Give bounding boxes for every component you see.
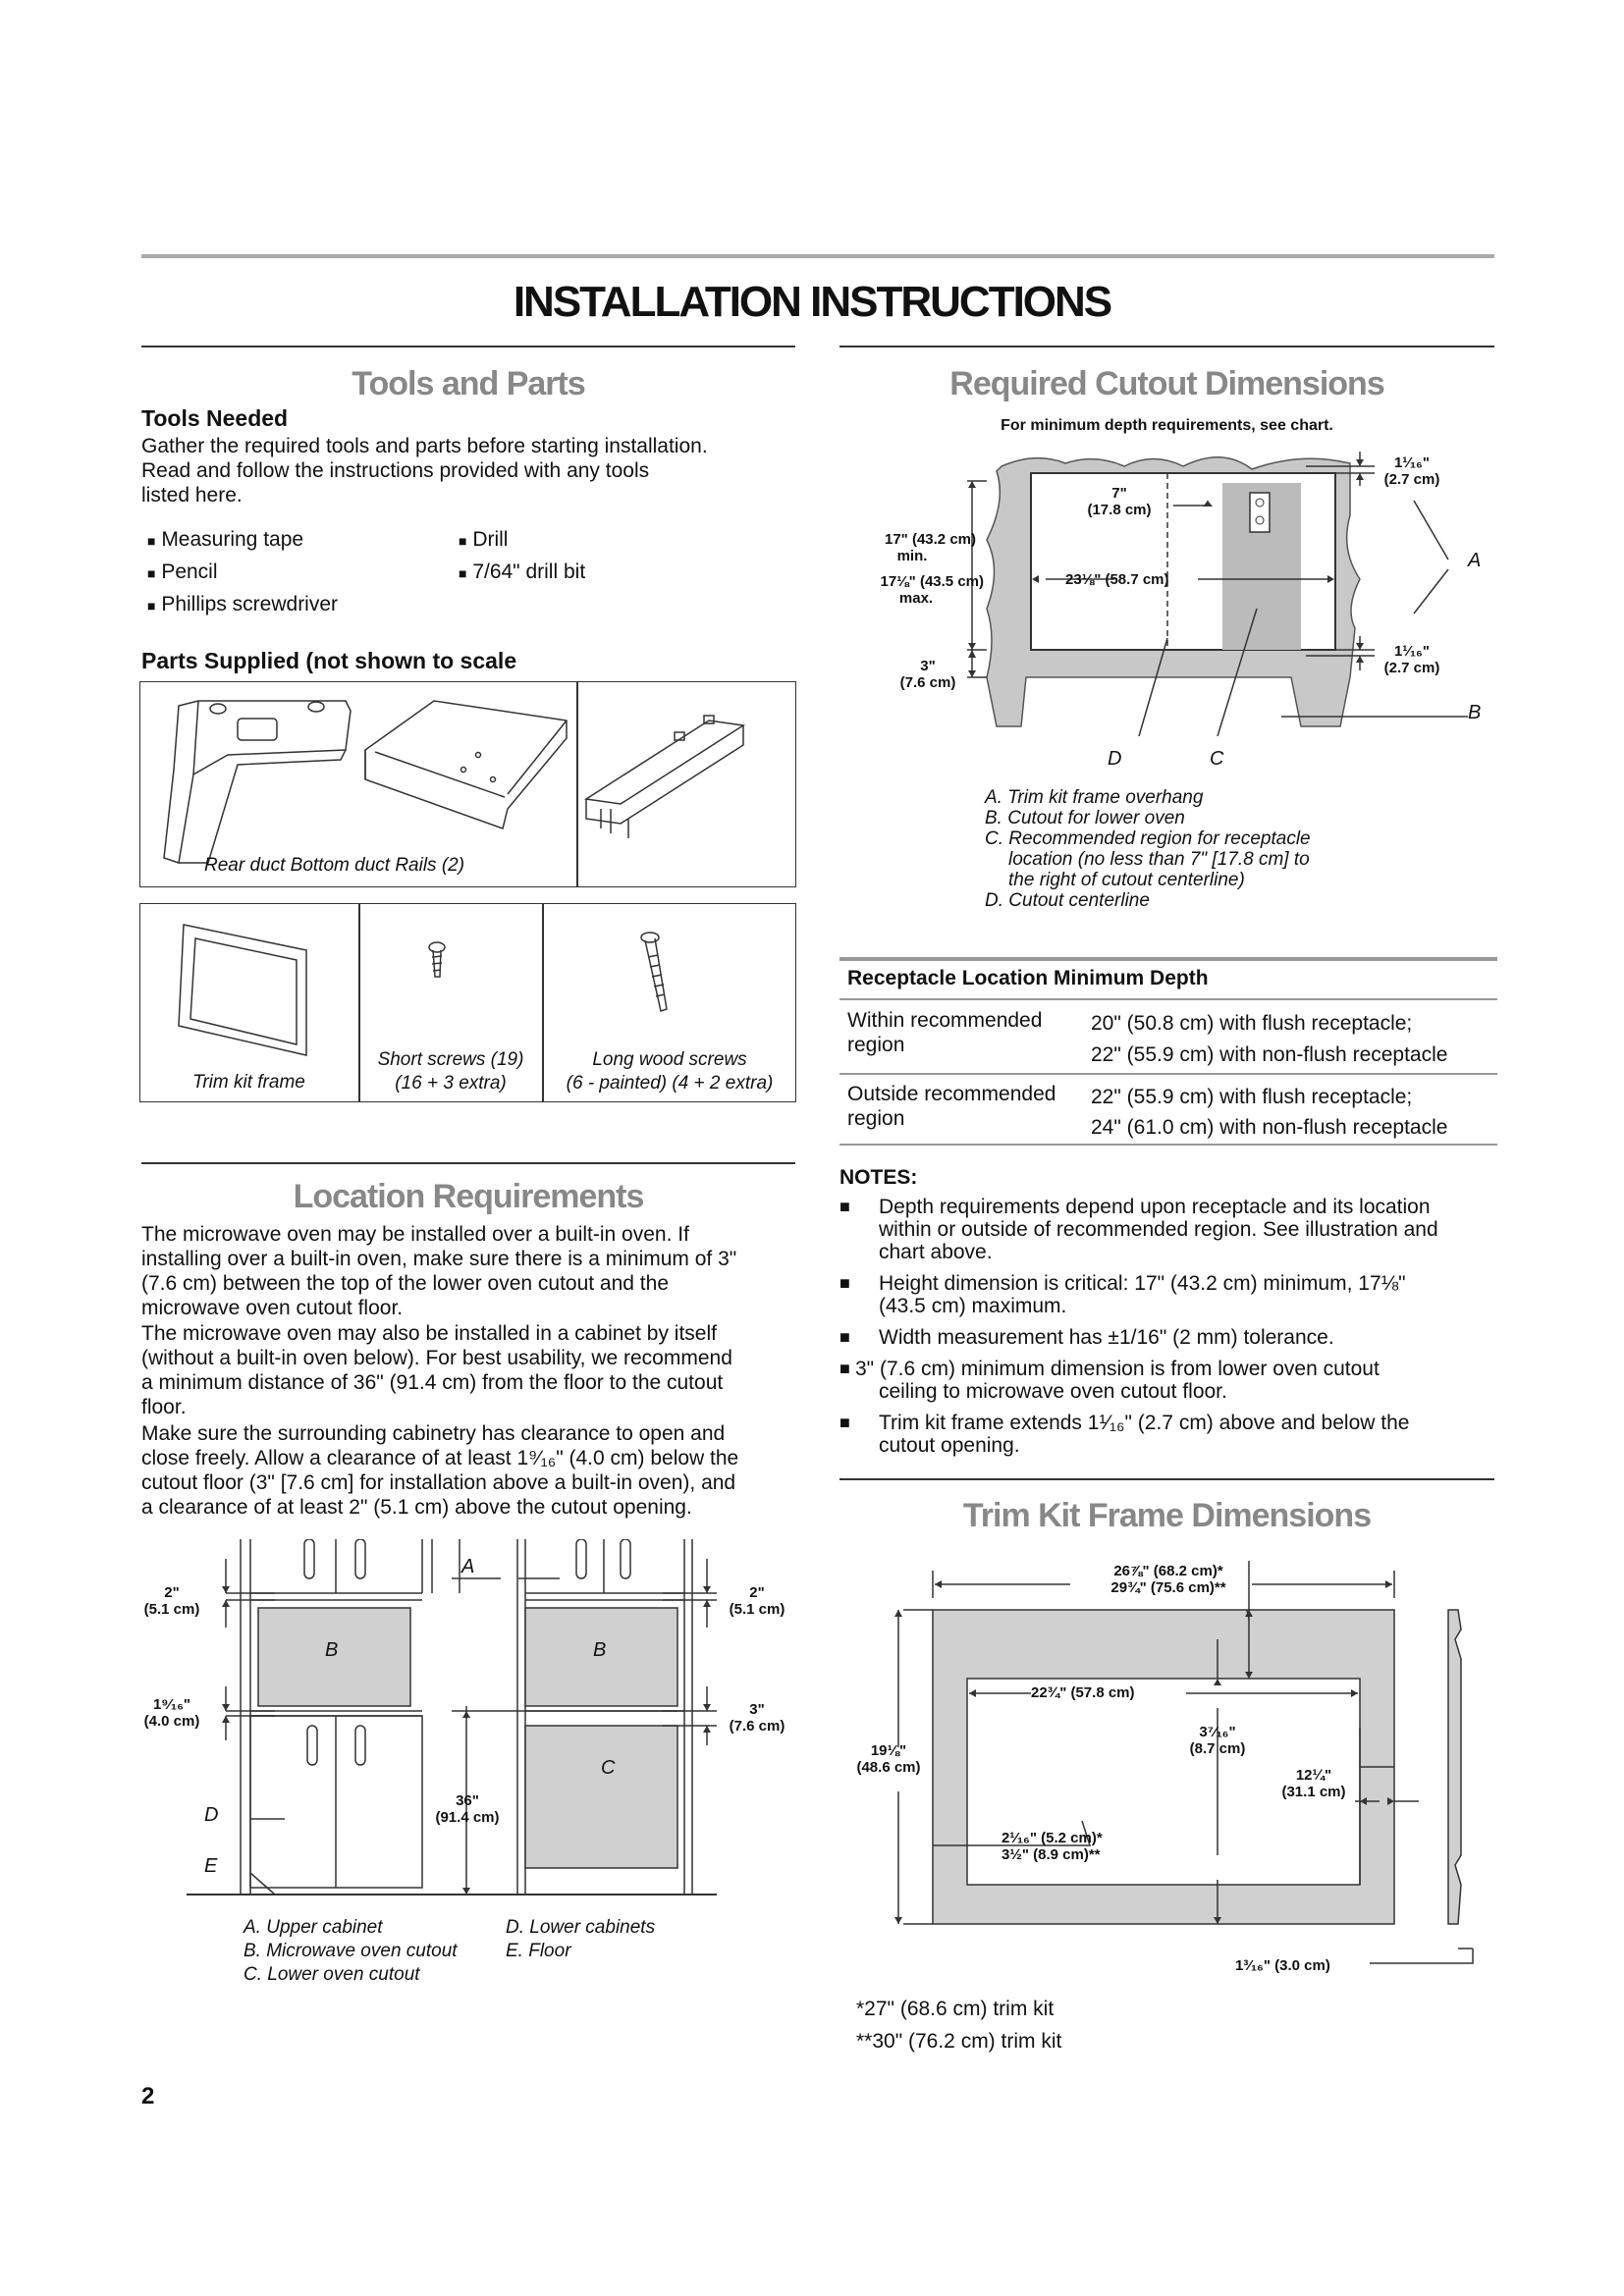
short-screws-caption: Short screws (19) (16 + 3 extra) — [377, 1049, 524, 1094]
trim-side-border: 2¹⁄₁₆" (5.2 cm)* 3½" (8.9 cm)** — [1001, 1830, 1103, 1863]
label-b-right: B — [593, 1639, 607, 1661]
location-legend-right: D. Lower cabinets E. Floor — [506, 1917, 656, 1961]
label-a: A — [461, 1556, 475, 1577]
long-screws-caption: Long wood screws (6 - painted) (4 + 2 extra) — [566, 1049, 774, 1094]
top-rule — [141, 254, 1494, 258]
location-section-rule — [141, 1162, 795, 1164]
dim-36in: 36" (91.4 cm) — [435, 1792, 500, 1826]
list-item: ■ 3" (7.6 cm) minimum dimension is from lower oven cutout ceiling to microwave oven cutout floor. — [839, 1358, 1380, 1403]
location-paragraph-3: Make sure the surrounding cabinetry has clearance to open and close freely. Allow a clearance of at least 1⁹⁄₁₆" (4.0 cm) below the cutout floor (3" [7.6 cm] for installation above a built-in oven), and a clearance of at least 2" (5.1 cm) above the cutout opening. — [141, 1422, 739, 1519]
table-row-2-values: 22" (55.9 cm) with flush receptacle; 24" (61.0 cm) with non-flush receptacle — [1091, 1086, 1448, 1139]
rear-duct-icon — [164, 701, 351, 863]
list-item: ■ Width measurement has ±1/16" (2 mm) tolerance. — [839, 1326, 1334, 1349]
top-overhang: 1¹⁄₁₆" (2.7 cm) — [1383, 454, 1440, 488]
location-diagram — [128, 1539, 795, 1922]
trim-section-rule — [839, 1478, 1494, 1480]
notes-list — [839, 1196, 1497, 1457]
list-item: ■ Drill — [459, 528, 509, 551]
trim-outer-width: 26⅞" (68.2 cm)* 29¾" (75.6 cm)** — [1110, 1563, 1226, 1596]
trim-kit-frame-icon — [179, 925, 306, 1055]
list-item: ■ Height dimension is critical: 17" (43.2 cm) minimum, 17⅛" (43.5 cm) maximum. — [839, 1272, 1406, 1317]
location-title: Location Requirements — [293, 1178, 644, 1215]
cutout-legend: A. Trim kit frame overhang B. Cutout for lower oven C. Recommended region for receptacle location (no less than 7" [17.8 cm] to the right of cutout centerline) D. Cutout centerline — [985, 787, 1311, 911]
dim-2in-right: 2" (5.1 cm) — [729, 1584, 785, 1618]
list-item: ■ 7/64" drill bit — [459, 561, 586, 583]
short-screw-icon — [429, 942, 445, 977]
cutout-label-c: C — [1210, 748, 1224, 770]
cutout-title: Required Cutout Dimensions — [949, 365, 1384, 402]
tools-section-rule — [141, 346, 795, 347]
long-wood-screw-icon — [641, 933, 667, 1011]
trim-footnotes: *27" (68.6 cm) trim kit **30" (76.2 cm) trim kit — [856, 1998, 1062, 2053]
trim-kit-frame-caption: Trim kit frame — [192, 1072, 305, 1093]
tools-needed-heading: Tools Needed — [141, 405, 289, 431]
table-row-2-region: Outside recommended region — [847, 1083, 1056, 1130]
table-header: Receptacle Location Minimum Depth — [847, 967, 1209, 989]
label-e: E — [204, 1855, 218, 1877]
trim-title: Trim Kit Frame Dimensions — [962, 1497, 1372, 1534]
dim-1-9-16: 1⁹⁄₁₆" (4.0 cm) — [143, 1696, 200, 1730]
trim-inner-width: 22¾" (57.8 cm) — [1031, 1684, 1135, 1701]
receptacle-depth-table — [839, 957, 1497, 1144]
cutout-height-min: 17" (43.2 cm) min. — [885, 531, 976, 564]
cutout-label-d: D — [1108, 748, 1122, 770]
cutout-section-rule — [839, 346, 1494, 347]
dim-3in: 3" (7.6 cm) — [729, 1701, 785, 1735]
list-item: ■ Phillips screwdriver — [147, 593, 339, 615]
tools-intro: Gather the required tools and parts before starting installation. Read and follow the instructions provided with any tools listed here. — [141, 435, 708, 507]
trim-top-border: 3⁷⁄₁₆" (8.7 cm) — [1189, 1724, 1246, 1757]
label-b-left: B — [325, 1639, 339, 1661]
bottom-duct-icon — [365, 701, 567, 828]
cutout-label-b: B — [1468, 702, 1482, 723]
parts-row-1-caption: Rear duct Bottom duct Rails (2) — [204, 855, 465, 876]
trim-diagram — [844, 1551, 1492, 1983]
page-title: INSTALLATION INSTRUCTIONS — [513, 278, 1111, 326]
tools-parts-title: Tools and Parts — [352, 365, 585, 402]
notes-heading: NOTES: — [839, 1166, 918, 1189]
trim-outer-height: 19⅛" (48.6 cm) — [856, 1742, 921, 1776]
receptacle-distance: 7" (17.8 cm) — [1087, 485, 1152, 518]
list-item: ■ Pencil — [147, 561, 218, 583]
page-number: 2 — [141, 2083, 155, 2109]
lower-clearance: 3" (7.6 cm) — [899, 658, 956, 691]
list-item: ■ Depth requirements depend upon receptacle and its location within or outside of recommended region. See illustration and chart above. — [839, 1196, 1438, 1263]
tools-list-right — [459, 527, 585, 592]
bottom-overhang: 1¹⁄₁₆" (2.7 cm) — [1383, 643, 1440, 676]
cutout-label-a: A — [1468, 550, 1482, 571]
frame-side-profile-icon — [1448, 1610, 1461, 1924]
trim-inner-height: 12¼" (31.1 cm) — [1281, 1767, 1346, 1800]
tools-list-left — [147, 527, 338, 624]
parts-supplied-heading: Parts Supplied (not shown to scale — [141, 648, 517, 673]
table-row-1-region: Within recommended region — [847, 1009, 1043, 1056]
label-c: C — [601, 1757, 616, 1779]
label-d: D — [204, 1804, 219, 1826]
cutout-width: 23⅛" (58.7 cm) — [1065, 571, 1169, 588]
list-item: ■ Measuring tape — [147, 528, 304, 551]
cutout-height-max: 17⅛" (43.5 cm) max. — [880, 573, 984, 607]
location-paragraph-2: The microwave oven may also be installed in a cabinet by itself (without a built-in oven below). For best usability, we recommend a minimum distance of 36" (91.4 cm) from the floor to the cutout floor. — [141, 1322, 732, 1418]
trim-depth: 1³⁄₁₆" (3.0 cm) — [1235, 1957, 1330, 1974]
list-item: ■ Trim kit frame extends 1¹⁄₁₆" (2.7 cm) above and below the cutout opening. — [839, 1412, 1410, 1457]
location-paragraph-1: The microwave oven may be installed over a built-in oven. If installing over a built-in oven, make sure there is a minimum of 3" (7.6 cm) between the top of the lower oven cutout and the microwave oven cutout floor. — [141, 1223, 737, 1319]
rails-icon — [586, 716, 743, 838]
location-legend-left: A. Upper cabinet B. Microwave oven cutout C. Lower oven cutout — [244, 1917, 458, 1985]
cutout-subtitle: For minimum depth requirements, see chart. — [1001, 417, 1333, 434]
dim-2in-left: 2" (5.1 cm) — [143, 1584, 200, 1618]
table-row-1-values: 20" (50.8 cm) with flush receptacle; 22" (55.9 cm) with non-flush receptacle — [1091, 1012, 1448, 1066]
